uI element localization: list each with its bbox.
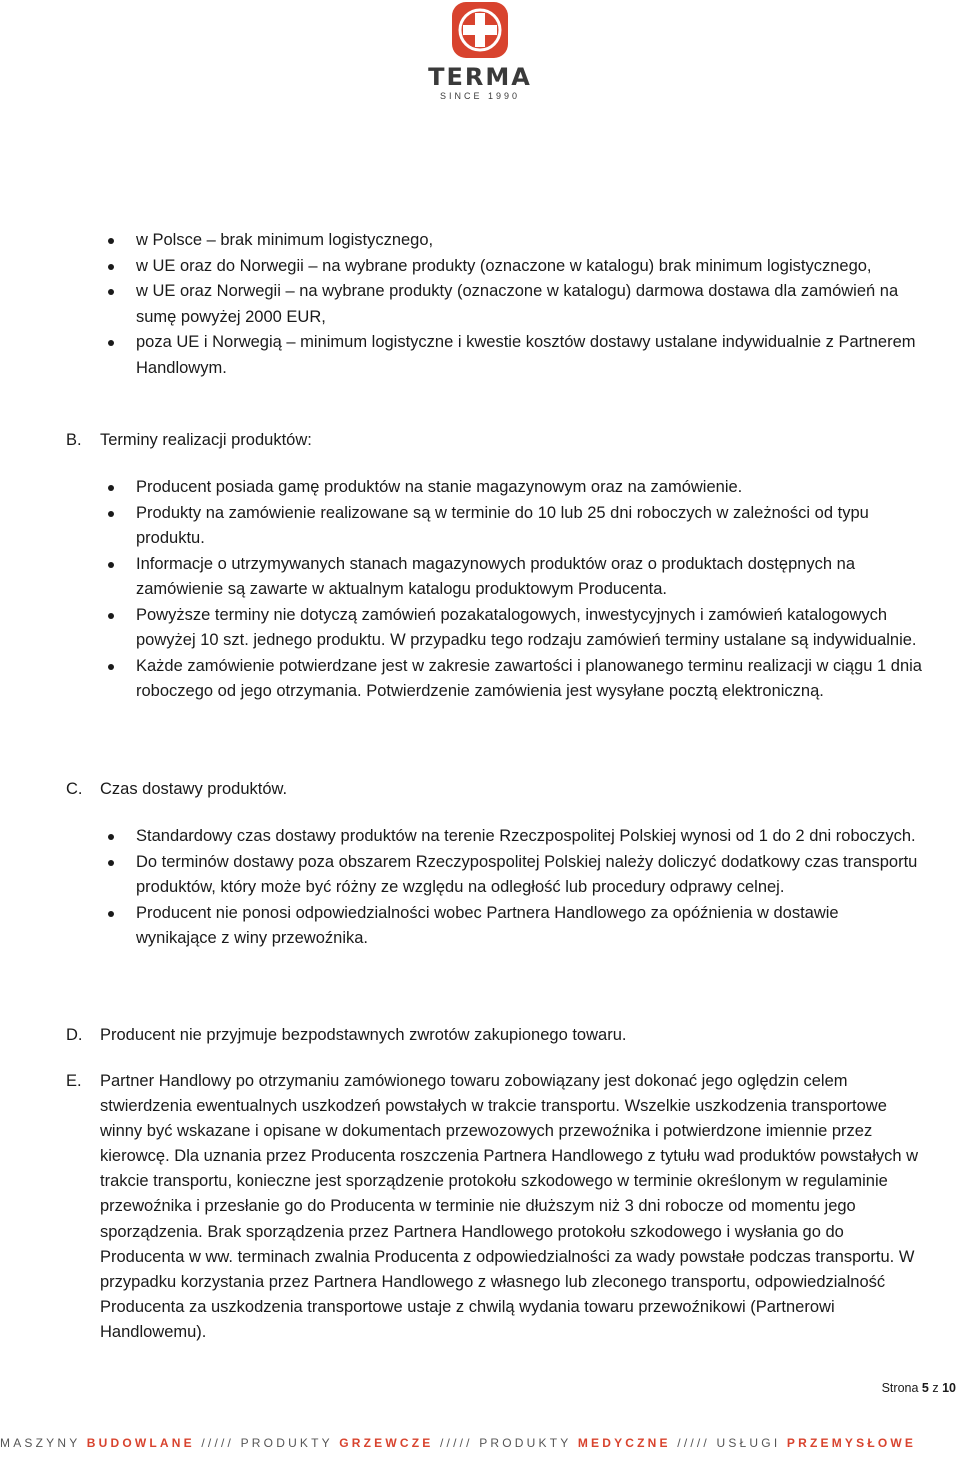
footer-highlight: BUDOWLANE [86,1436,195,1450]
section-text: Partner Handlowy po otrzymaniu zamówionego towaru zobowiązany jest dokonać jego oględzin celem stwierdzenia ewentualnych uszkodzeń powstałych w trakcie transportu. Wszelkie uszkodzenia transportowe winny być wskazane i opisane w dokumentach przewozowych przewoźnika i potwierdzone imiennie przez kierowcę. Dla uznania przez Producenta roszczenia Partnera Handlowego z tytułu wad produktów powstałych w trakcie transportu, konieczne jest sporządzenie protokołu szkodowego w terminie określonym w regulaminie przewoźnika i przesłanie go do Producenta w terminie nie dłuższym niż 3 dni robocze od momentu jego sporządzenia. Brak sporządzenia przez Partnera Handlowego protokołu szkodowego i wysłania go do Producenta w ww. terminach zwalnia Producenta z odpowiedzialności za wady powstałe podczas transportu. W przypadku korzystania przez Partnera Handlowego z własnego lub zleconego transportu, odpowiedzialność Producenta za uszkodzenia transportowe ustaje z chwilą wydania towaru przewoźnikowi (Partnerowi Handlowemu). [100,1072,919,1341]
section-letter: C. [66,780,83,798]
list-item: Producent nie ponosi odpowiedzialności wobec Partnera Handlowego za opóźnienia w dostawie wynikające z winy przewoźnika. [100,901,920,952]
section-letter: B. [66,431,82,449]
page-current: 5 [921,1381,929,1395]
footer-text: ///// PRODUKTY [433,1436,578,1450]
page-number [882,1381,956,1395]
list-item: Do terminów dostawy poza obszarem Rzeczypospolitej Polskiej należy doliczyć dodatkowy czas transportu produktów, który może być różny ze względu na odległość lub procedury odprawy celnej. [100,850,920,901]
section-a-list [100,228,930,381]
list-item: Każde zamówienie potwierdzane jest w zakresie zawartości i planowanego terminu realizacji w ciągu 1 dnia roboczego od jego otrzymania. Potwierdzenie zamówienia jest wysyłane pocztą elektroniczną. [100,654,930,705]
section-title: Terminy realizacji produktów: [100,431,312,449]
footer-highlight: MEDYCZNE [577,1436,671,1450]
page-label: Strona [881,1381,919,1395]
list-item: Producent posiada gamę produktów na stanie magazynowym oraz na zamówienie. [100,475,930,501]
footer-text: ///// PRODUKTY [194,1436,340,1450]
section-text: Producent nie przyjmuje bezpodstawnych zwrotów zakupionego towaru. [100,1026,627,1044]
footer-banner [0,1436,960,1450]
list-item: Powyższe terminy nie dotyczą zamówień pozakatalogowych, inwestycyjnych i zamówień katalogowych powyżej 10 szt. jednego produktu. W przypadku tego rodzaju zamówień terminy ustalane są indywidualnie. [100,603,930,654]
section-d [66,1023,626,1048]
section-title: Czas dostawy produktów. [100,780,288,798]
section-b-list [100,475,930,705]
list-item: poza UE i Norwegią – minimum logistyczne i kwestie kosztów dostawy ustalane indywidualnie z Partnerem Handlowym. [100,330,930,381]
section-letter: E. [66,1072,82,1090]
page-total: 10 [942,1381,956,1395]
list-item: Standardowy czas dostawy produktów na terenie Rzeczpospolitej Polskiej wynosi od 1 do 2 dni roboczych. [100,824,920,850]
footer-text: ///// USŁUGI [670,1436,787,1450]
section-b-heading [66,428,312,453]
logo-since-text: SINCE 1990 [439,91,521,101]
footer-highlight: GRZEWCZE [339,1436,434,1450]
footer-highlight: PRZEMYSŁOWE [786,1436,917,1450]
terma-logo [420,0,540,110]
section-c-heading [66,777,287,802]
list-item: Informacje o utrzymywanych stanach magazynowych produktów oraz o produktach dostępnych na zamówienie są zawarte w aktualnym katalogu produktowym Producenta. [100,552,930,603]
list-item: Produkty na zamówienie realizowane są w terminie do 10 lub 25 dni roboczych w zależności od typu produktu. [100,501,930,552]
list-item: w Polsce – brak minimum logistycznego, [100,228,930,254]
logo-brand-text: TERMA [428,63,532,91]
section-letter: D. [66,1026,83,1044]
list-item: w UE oraz Norwegii – na wybrane produkty (oznaczone w katalogu) darmowa dostawa dla zamówień na sumę powyżej 2000 EUR, [100,279,930,330]
footer-text: MASZYNY [0,1436,87,1450]
section-c-list [100,824,920,952]
terma-cross-icon [450,0,510,60]
section-e [66,1069,930,1345]
list-item: w UE oraz do Norwegii – na wybrane produkty (oznaczone w katalogu) brak minimum logistycznego, [100,254,930,280]
page-of: z [932,1381,939,1395]
